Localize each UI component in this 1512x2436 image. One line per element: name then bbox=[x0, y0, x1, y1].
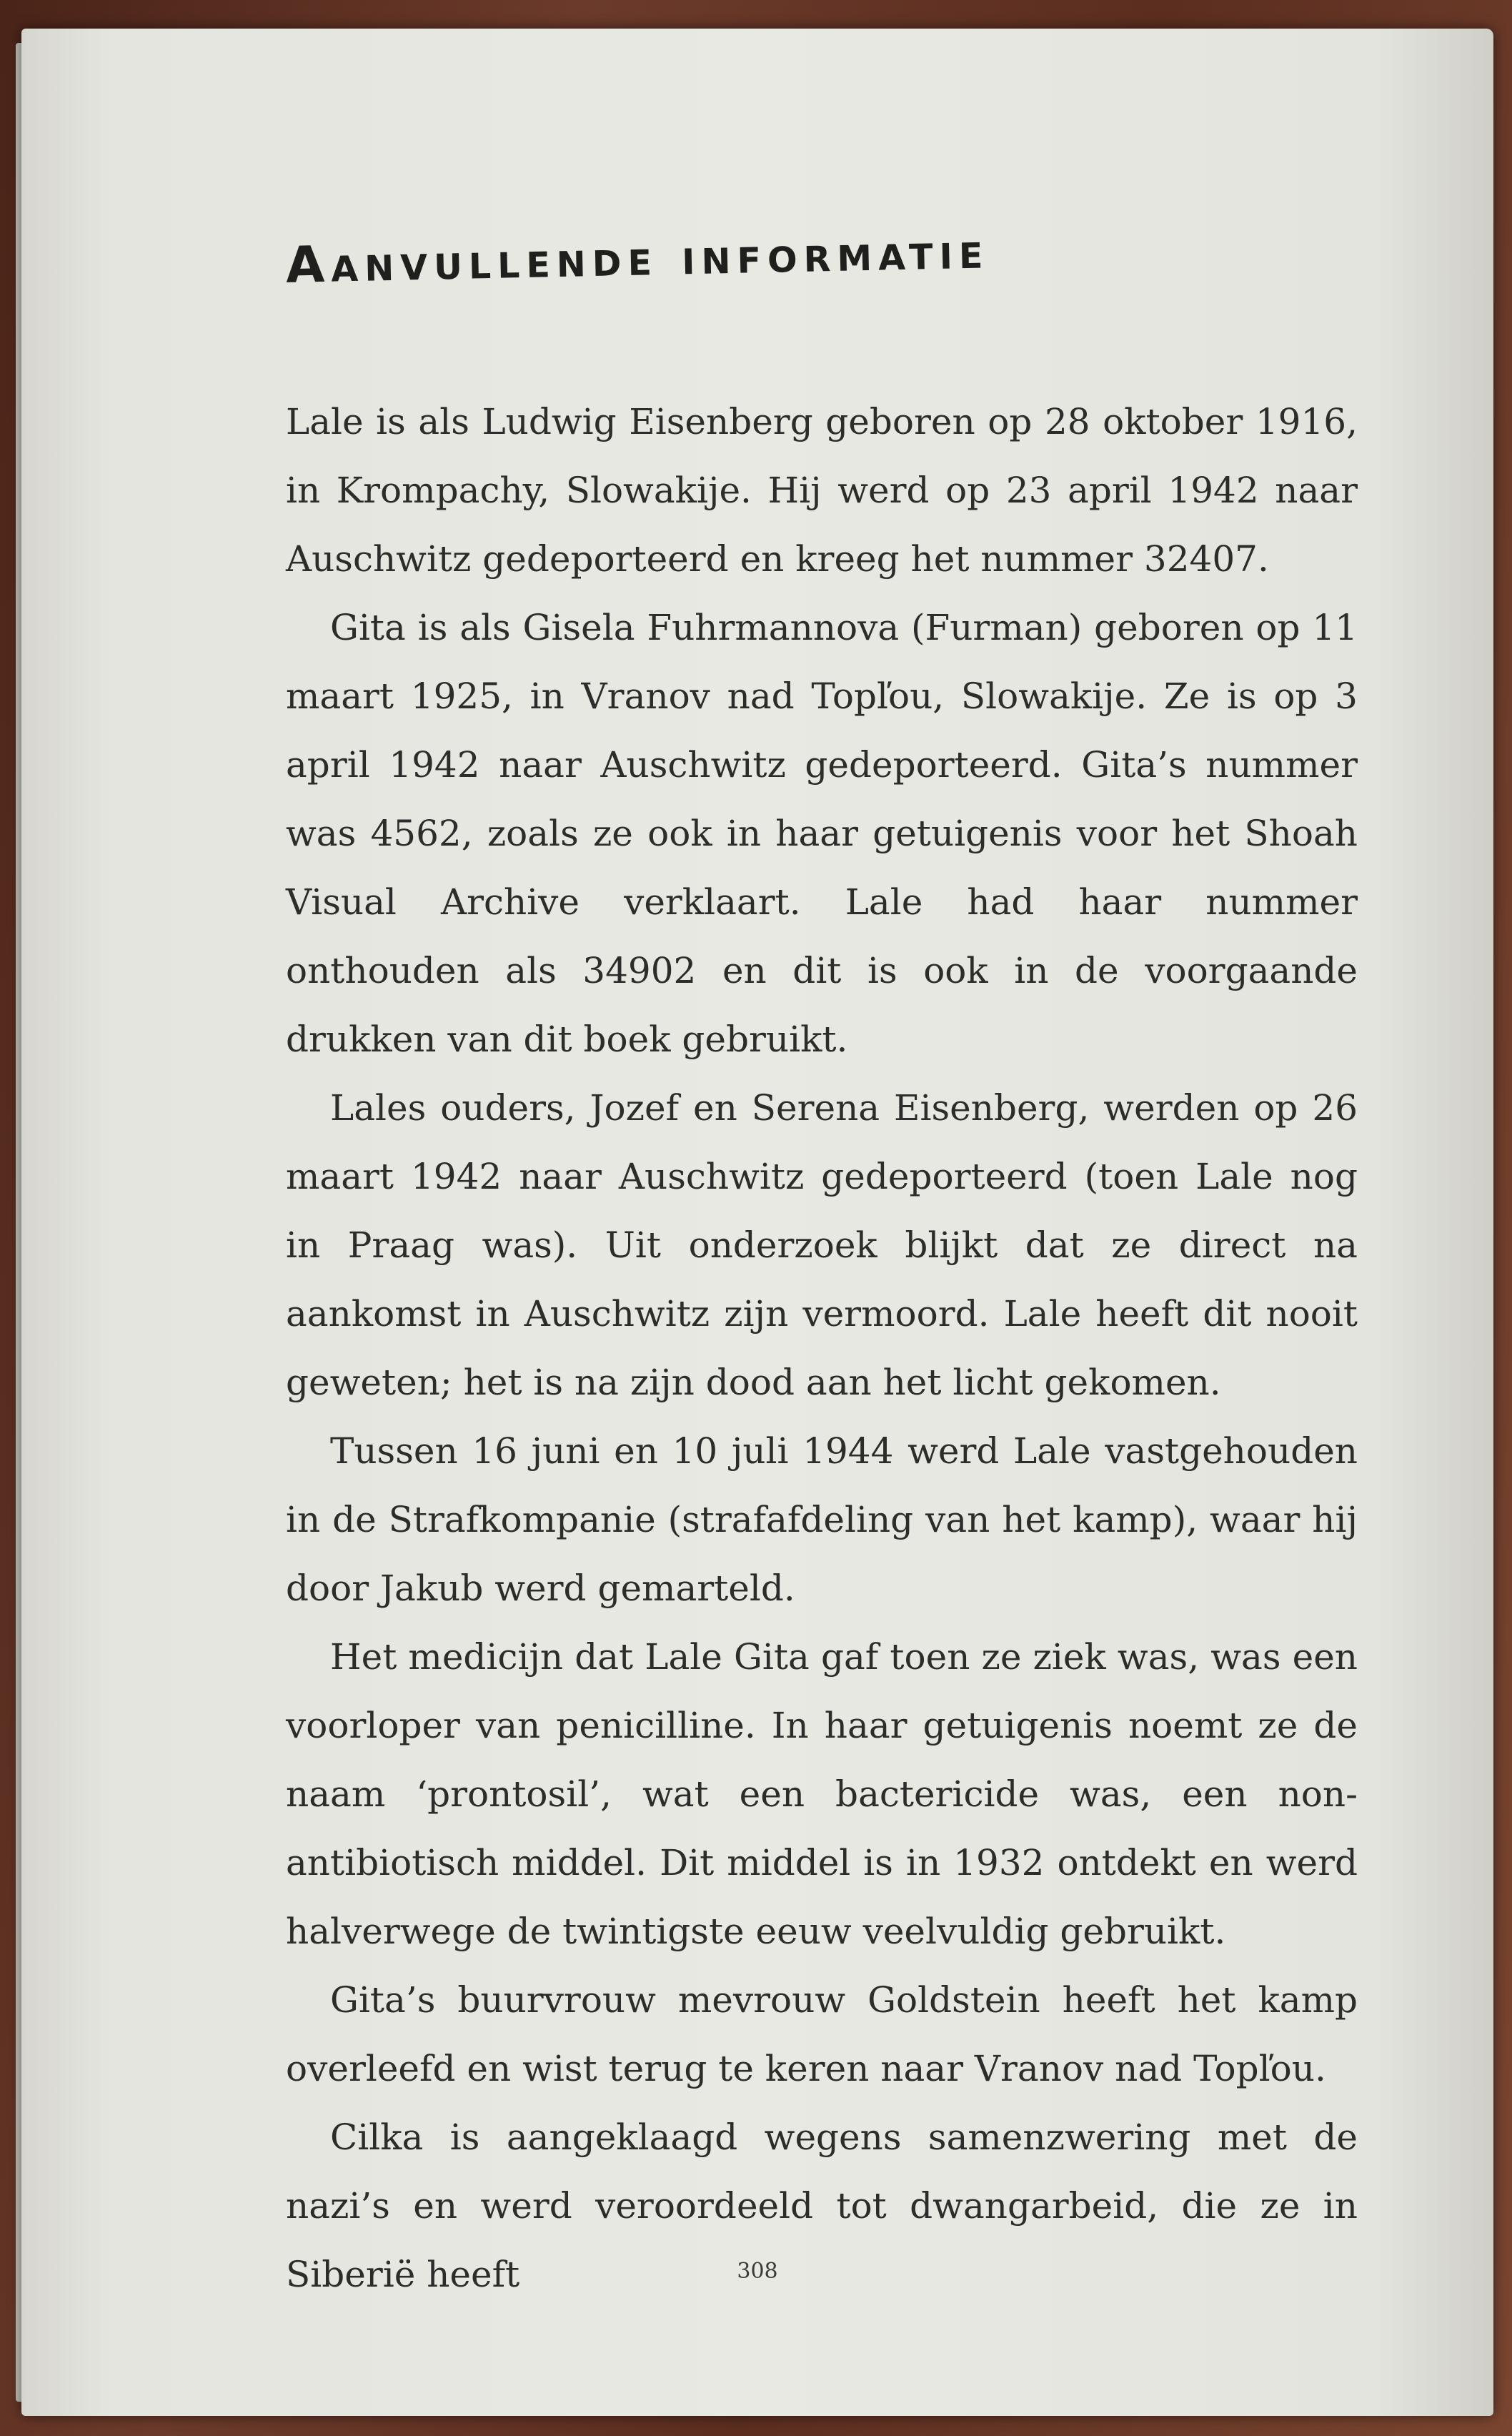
paragraph-4: Tussen 16 juni en 10 juli 1944 werd Lale vastgehouden in de Strafkompanie (strafafdeling van het kamp), waar hij door Jakub werd gemarteld. bbox=[286, 1430, 1358, 1609]
paragraph-5: Het medicijn dat Lale Gita gaf toen ze ziek was, was een voorloper van penicilline. In haar getuigenis noemt ze de naam ‘prontosil’, wat een bactericide was, een non-antibiotisch middel. Dit middel is in 1932 ontdekt en werd halverwege de twintigste eeuw veelvuldig gebruikt. bbox=[286, 1636, 1358, 1952]
chapter-heading: Aanvullende informatie bbox=[285, 221, 990, 294]
paragraph-3: Lales ouders, Jozef en Serena Eisenberg, werden op 26 maart 1942 naar Auschwitz gedeporteerd (toen Lale nog in Praag was). Uit onderzoek blijkt dat ze direct na aankomst in Auschwitz zijn vermoord. Lale heeft dit nooit geweten; het is na zijn dood aan het licht gekomen. bbox=[286, 1087, 1358, 1403]
page-content bbox=[285, 221, 1358, 2309]
book-page bbox=[21, 29, 1493, 2416]
paragraph-2: Gita is als Gisela Fuhrmannova (Furman) geboren op 11 maart 1925, in Vranov nad Topľou, Slowakije. Ze is op 3 april 1942 naar Auschwitz gedeporteerd. Gita’s nummer was 4562, zoals ze ook in haar getuigenis voor het Shoah Visual Archive verklaart. Lale had haar nummer onthouden als 34902 en dit is ook in de voorgaande drukken van dit boek gebruikt. bbox=[286, 607, 1358, 1060]
paragraph-1: Lale is als Ludwig Eisenberg geboren op 28 oktober 1916, in Krompachy, Slowakije. Hij werd op 23 april 1942 naar Auschwitz gedeporteerd en kreeg het nummer 32407. bbox=[286, 401, 1358, 580]
paragraph-7: Cilka is aangeklaagd wegens samenzwering met de nazi’s en werd veroordeeld tot dwangarbeid, die ze in Siberië heeft bbox=[286, 2116, 1358, 2295]
paragraph-6: Gita’s buurvrouw mevrouw Goldstein heeft het kamp overleefd en wist terug te keren naar Vranov nad Topľou. bbox=[286, 1979, 1358, 2089]
page-number: 308 bbox=[737, 2259, 778, 2284]
